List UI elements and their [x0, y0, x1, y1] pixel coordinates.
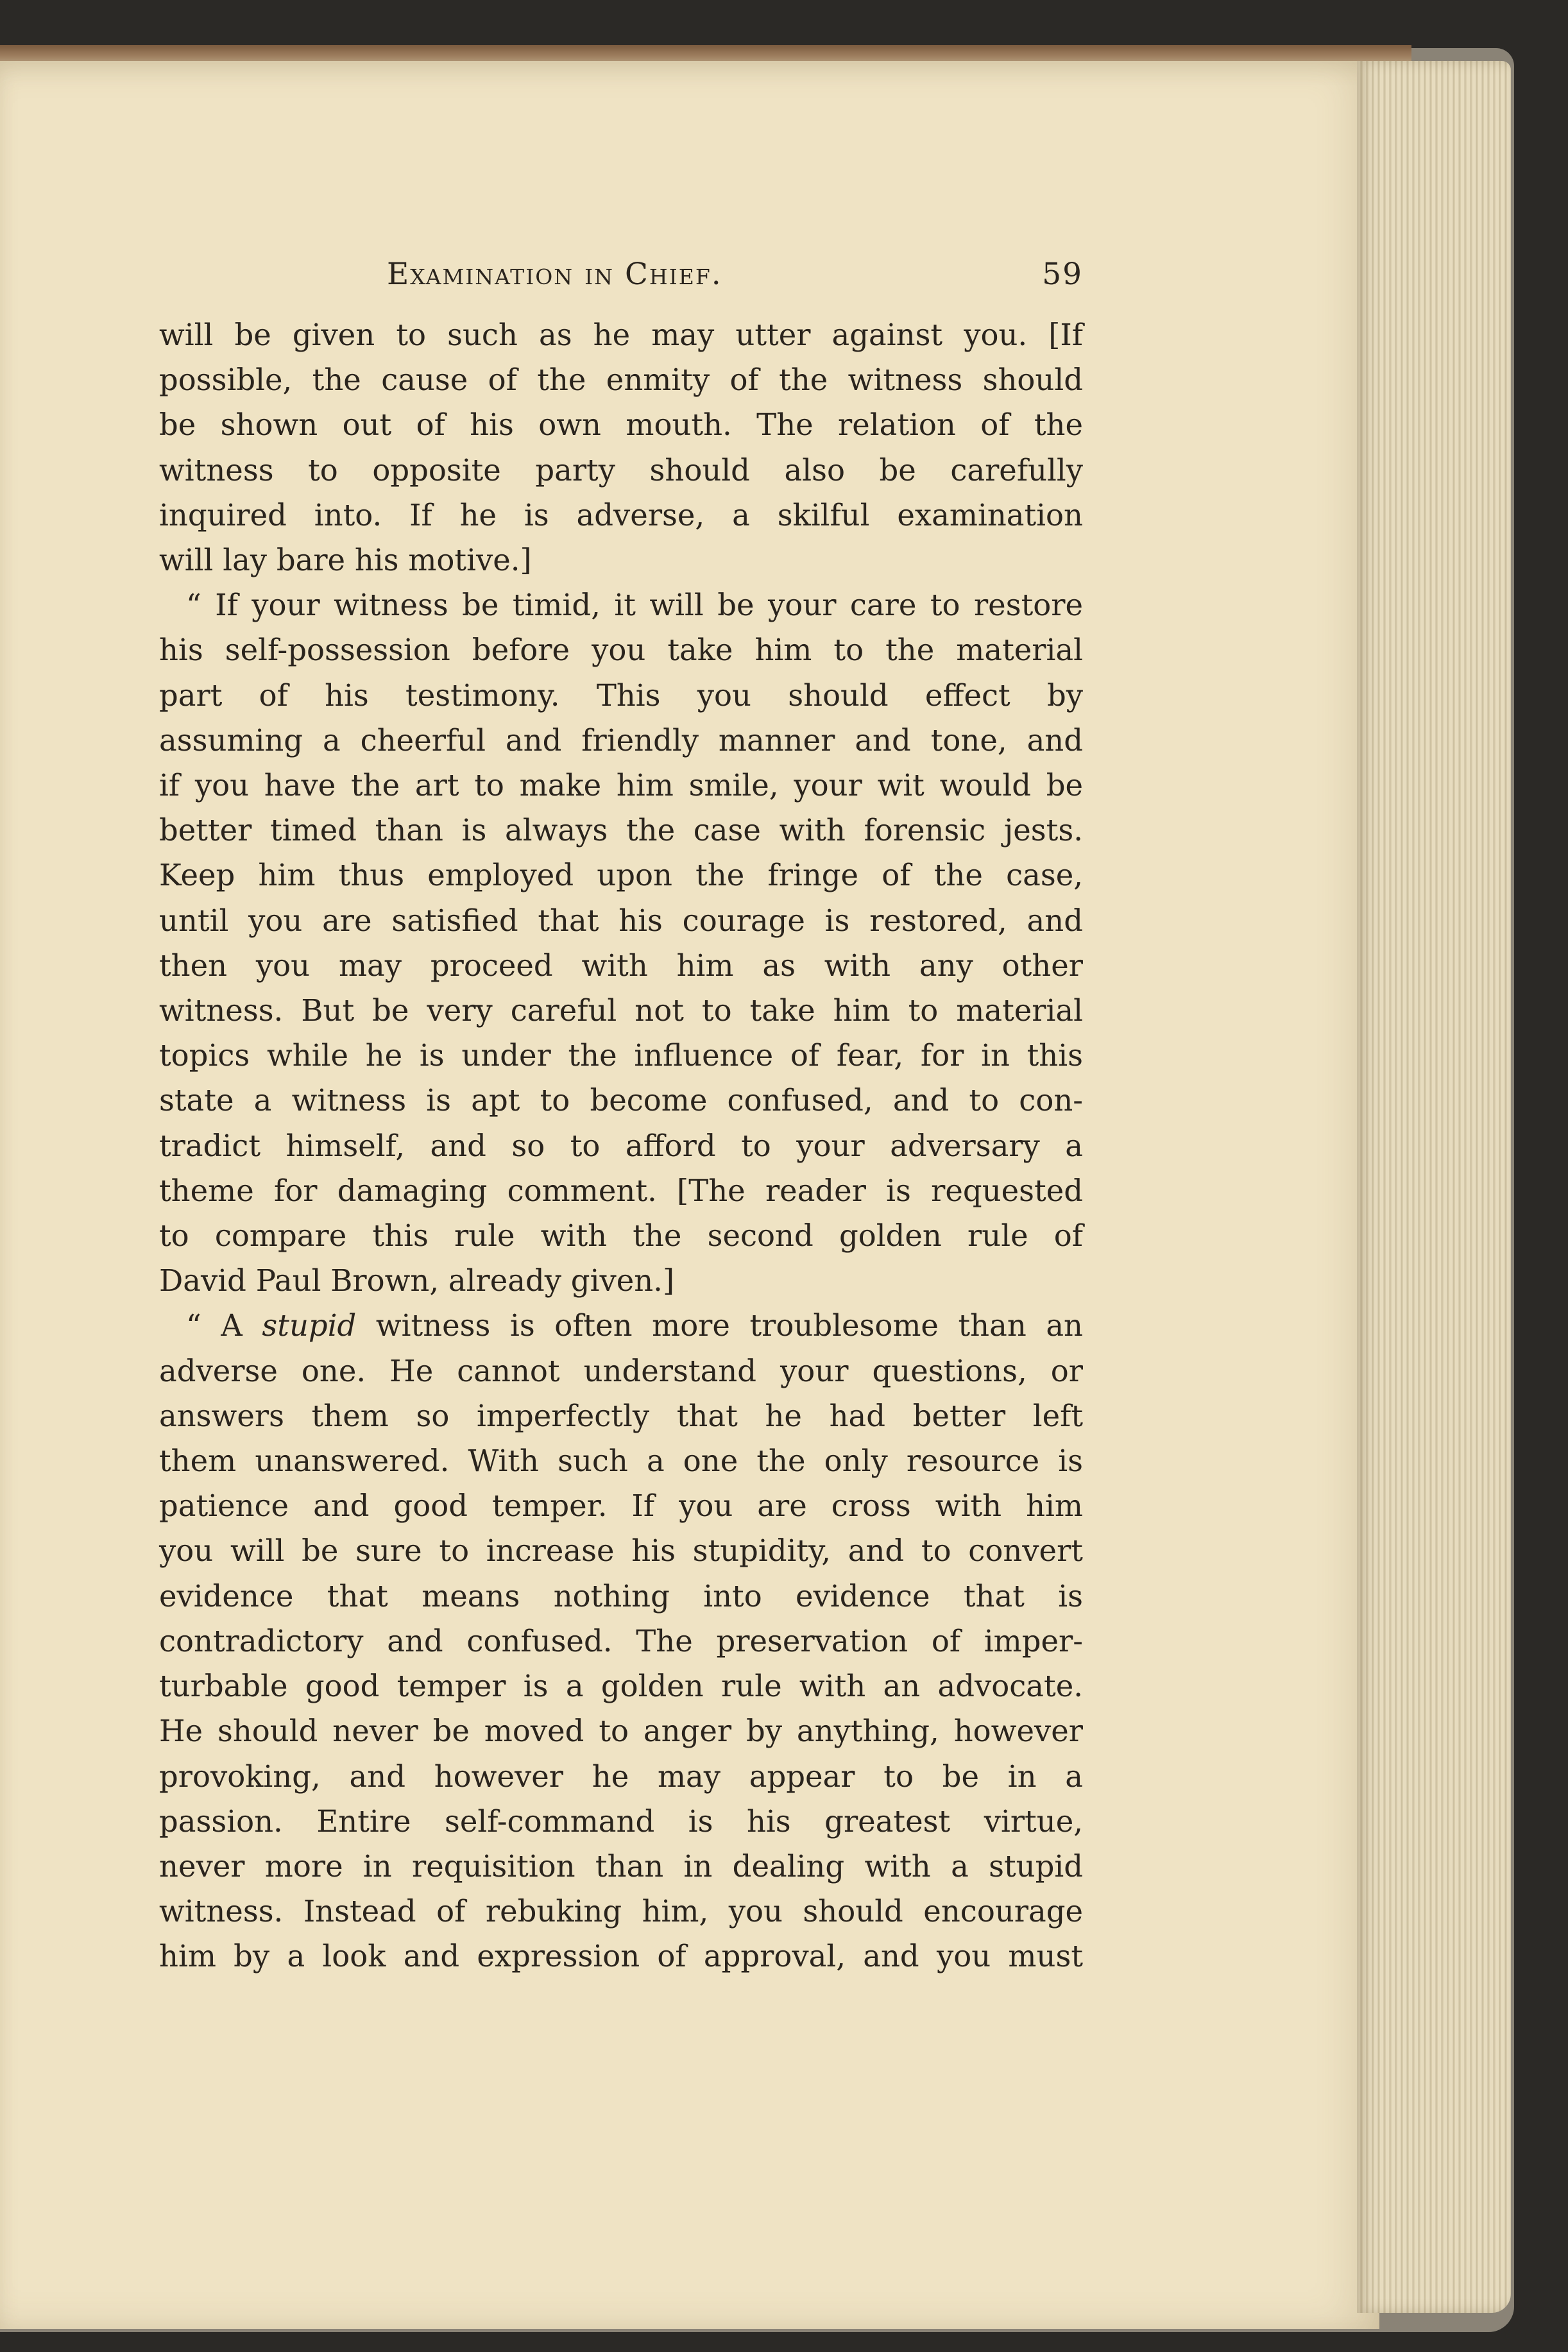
text-line: answers them so imperfectly that he had better left [159, 1398, 1083, 1433]
text-line: provoking, and however he may appear to be in a [159, 1759, 1083, 1794]
italic-word: stupid [262, 1308, 357, 1343]
running-title: Examination in Chief. [387, 257, 722, 292]
text-line: evidence that means nothing into evidence that is [159, 1578, 1083, 1614]
text-line: inquired into. If he is adverse, a skilful examination [159, 497, 1083, 533]
text-line: adverse one. He cannot understand your questions, or [159, 1353, 1083, 1388]
text-line: turbable good temper is a golden rule with an advocate. [159, 1669, 1083, 1704]
line-rest: witness is often more troublesome than an [356, 1308, 1083, 1343]
text-line: you will be sure to increase his stupidity, and to convert [159, 1533, 1083, 1569]
text-line: if you have the art to make him smile, your wit would be [159, 768, 1083, 803]
text-line: contradictory and confused. The preservation of imper- [159, 1623, 1083, 1658]
text-line: part of his testimony. This you should effect by [159, 677, 1083, 713]
text-line: witness. But be very careful not to take him to material [159, 993, 1083, 1028]
page-fore-edge [1357, 61, 1511, 2313]
text-line: him by a look and expression of approval, and you must [159, 1939, 1083, 1974]
text-line-first [159, 1303, 1083, 1348]
text-line: witness. Instead of rebuking him, you should encourage [159, 1894, 1083, 1929]
text-line: topics while he is under the influence of fear, for in this [159, 1038, 1083, 1073]
text-line: his self-possession before you take him to the material [159, 633, 1083, 668]
text-line: tradict himself, and so to afford to your adversary a [159, 1128, 1083, 1163]
text-line: He should never be moved to anger by anything, however [159, 1714, 1083, 1749]
text-line: theme for damaging comment. [The reader is requested [159, 1173, 1083, 1208]
text-line: never more in requisition than in dealing with a stupid [159, 1848, 1083, 1884]
paragraph-1 [159, 312, 1083, 583]
text-line: will be given to such as he may utter against you. [If [159, 318, 1083, 352]
text-line: them unanswered. With such a one the only resource is [159, 1444, 1083, 1479]
page-number: 59 [1042, 257, 1083, 292]
text-line: Keep him thus employed upon the fringe of the case, [159, 858, 1083, 893]
text-line: then you may proceed with him as with any other [159, 948, 1083, 983]
page-text-block [159, 257, 1083, 1979]
paragraph-3 [159, 1303, 1083, 1979]
paragraph-2 [159, 583, 1083, 1303]
text-line: assuming a cheerful and friendly manner and tone, and [159, 722, 1083, 758]
text-line: be shown out of his own mouth. The relation of the [159, 407, 1083, 443]
text-line: passion. Entire self-command is his greatest virtue, [159, 1803, 1083, 1839]
text-line: will lay bare his motive.] [159, 543, 532, 578]
text-line: patience and good temper. If you are cross with him [159, 1488, 1083, 1524]
text-line: David Paul Brown, already given.] [159, 1263, 675, 1299]
running-head [387, 257, 1083, 292]
text-line: to compare this rule with the second golden rule of [159, 1218, 1083, 1254]
text-line: state a witness is apt to become confused, and to con- [159, 1083, 1083, 1118]
text-line: “ If your witness be timid, it will be your care to restore [186, 588, 1083, 623]
line-prefix: “ A [186, 1308, 262, 1343]
text-line: until you are satisfied that his courage is restored, and [159, 903, 1083, 938]
text-line: better timed than is always the case with forensic jests. [159, 813, 1083, 848]
text-line: witness to opposite party should also be carefully [159, 452, 1083, 488]
text-line: possible, the cause of the enmity of the witness should [159, 362, 1083, 398]
